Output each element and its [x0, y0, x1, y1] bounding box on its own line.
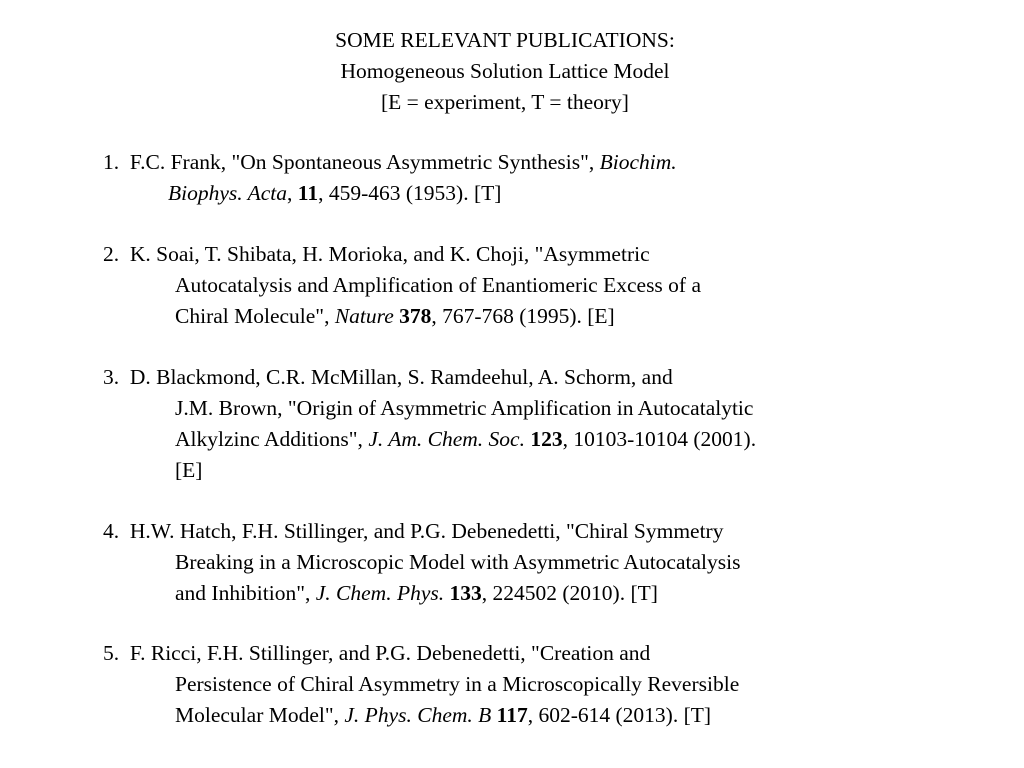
reference-line [103, 700, 739, 731]
reference-number: 4. [103, 519, 120, 543]
reference-text: D. Blackmond, C.R. McMillan, S. Ramdeehul, A. Schorm, and [129, 365, 673, 389]
page-header [0, 25, 1010, 118]
journal-name: Biophys. Acta [168, 181, 288, 205]
volume-number: 11 [297, 181, 319, 205]
journal-name: Nature [334, 304, 394, 328]
journal-name: J. Phys. Chem. B [344, 703, 492, 727]
page-subtitle: Homogeneous Solution Lattice Model [340, 59, 670, 83]
reference-line [103, 424, 756, 455]
reference-tail: , 224502 (2010). [T] [481, 581, 658, 605]
reference-line [103, 178, 677, 209]
reference-line [103, 362, 756, 393]
reference-text: Chiral Molecule", [175, 304, 330, 328]
reference-number: 5. [103, 641, 120, 665]
journal-name: J. Chem. Phys. [315, 581, 445, 605]
reference-5 [103, 638, 739, 731]
page-title: SOME RELEVANT PUBLICATIONS: [335, 28, 675, 52]
reference-line [103, 147, 677, 178]
reference-text: H.W. Hatch, F.H. Stillinger, and P.G. Debenedetti, "Chiral Symmetry [129, 519, 724, 543]
volume-number: 133 [449, 581, 482, 605]
reference-tail: , 602-614 (2013). [T] [527, 703, 712, 727]
reference-text: Alkylzinc Additions", [175, 427, 363, 451]
reference-number: 2. [103, 242, 120, 266]
reference-number: 3. [103, 365, 120, 389]
reference-tail: , 10103-10104 (2001). [562, 427, 757, 451]
reference-line: Breaking in a Microscopic Model with Asymmetric Autocatalysis [175, 550, 741, 574]
volume-number: 378 [399, 304, 432, 328]
reference-text: F. Ricci, F.H. Stillinger, and P.G. Debenedetti, "Creation and [129, 641, 651, 665]
reference-tail: , 459-463 (1953). [T] [318, 181, 502, 205]
reference-line: J.M. Brown, "Origin of Asymmetric Amplification in Autocatalytic [175, 396, 754, 420]
reference-line: Autocatalysis and Amplification of Enantiomeric Excess of a [175, 273, 702, 297]
reference-punct: , [287, 181, 293, 205]
reference-1 [103, 147, 677, 209]
reference-number: 1. [103, 150, 120, 174]
legend-note: [E = experiment, T = theory] [381, 90, 629, 114]
reference-text: F.C. Frank, "On Spontaneous Asymmetric Synthesis", [129, 150, 595, 174]
reference-2 [103, 239, 701, 332]
reference-line [103, 578, 740, 609]
reference-text: K. Soai, T. Shibata, H. Morioka, and K. Choji, "Asymmetric [129, 242, 650, 266]
reference-line: [E] [175, 458, 203, 482]
reference-line [103, 516, 740, 547]
reference-text: Molecular Model", [175, 703, 340, 727]
reference-3 [103, 362, 756, 486]
reference-line [103, 638, 739, 669]
journal-name: Biochim. [599, 150, 677, 174]
journal-name: J. Am. Chem. Soc. [368, 427, 525, 451]
volume-number: 117 [496, 703, 528, 727]
reference-line [103, 239, 701, 270]
reference-4 [103, 516, 740, 609]
reference-text: and Inhibition", [175, 581, 311, 605]
reference-line: Persistence of Chiral Asymmetry in a Microscopically Reversible [175, 672, 740, 696]
volume-number: 123 [530, 427, 563, 451]
reference-tail: , 767-768 (1995). [E] [431, 304, 615, 328]
reference-line [103, 301, 701, 332]
